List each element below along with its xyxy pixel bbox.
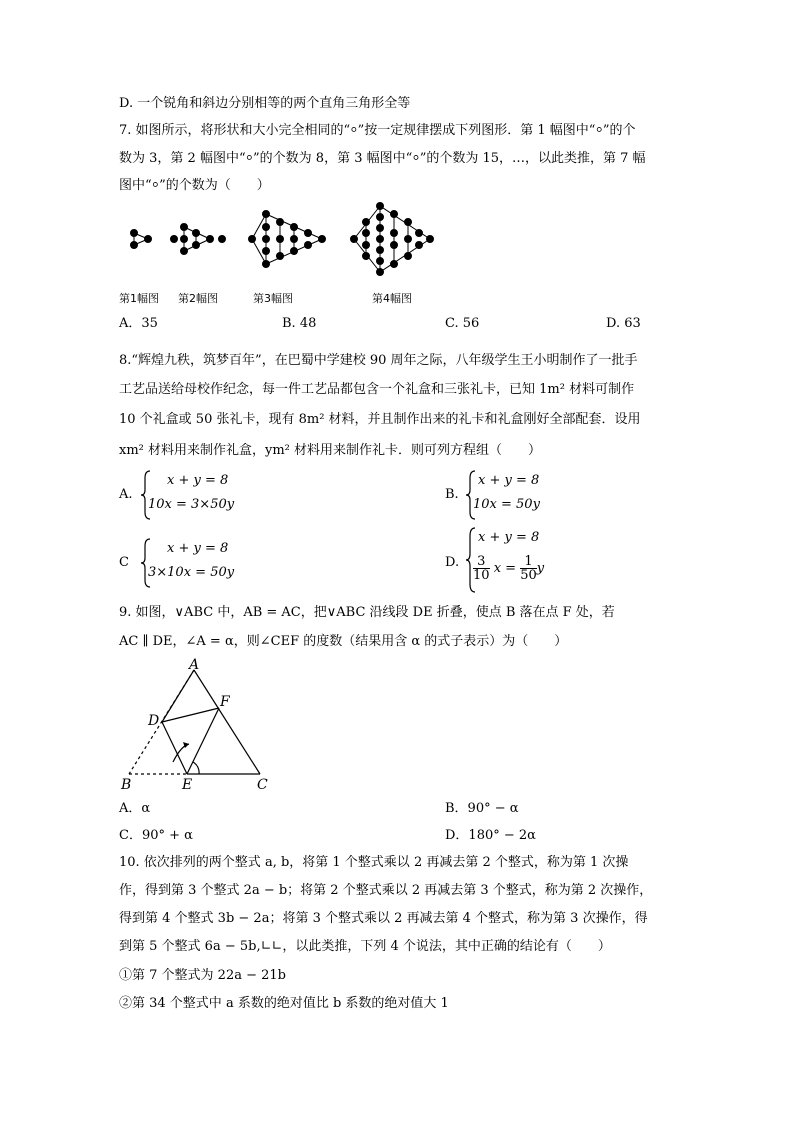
q7-option-d: D. 63 [606, 316, 641, 331]
q7-stem-line3: 图中“⸰”的个数为（ ） [119, 178, 270, 193]
q8-option-c-system: x + y = 8 3×10x = 50y [141, 538, 261, 588]
pattern-3 [249, 211, 326, 268]
q10-item-2: ②第 34 个整式中 a 系数的绝对值比 b 系数的绝对值大 1 [119, 996, 449, 1011]
q7-stem-line1: 7. 如图所示，将形状和大小完全相同的“⸰”按一定规律摆成下列图形．第 1 幅图中“⸰”的个 [119, 123, 636, 138]
brace-icon [466, 470, 476, 520]
q7-option-b: B. 48 [282, 316, 317, 331]
q7-caption-1: 第1幅图 [119, 292, 159, 305]
q7-caption-2: 第2幅图 [178, 292, 218, 305]
q6-option-d: D. 一个锐角和斜边分别相等的两个直角三角形全等 [119, 96, 411, 111]
q9-option-d: D．180° − 2α [445, 828, 536, 843]
q10-stem-line2: 作，得到第 3 个整式 2a − b；将第 2 个整式乘以 2 再减去第 3 个整式，称为第 2 次操作， [119, 883, 653, 898]
q9-option-a: A．α [119, 801, 151, 816]
brace-icon [141, 470, 151, 520]
q8-option-d-system: x + y = 8 $\frac{3}{10}$ x = $\frac{1}{50}$ y [466, 527, 586, 595]
q8-stem-line3: 10 个礼盒或 50 张礼卡，现有 8m² 材料，并且制作出来的礼卡和礼盒刚好全部配套．设用 [119, 412, 641, 427]
q10-stem-line3: 得到第 4 个整式 3b − 2a；将第 3 个整式乘以 2 再减去第 4 个整式，称为第 3 次操作，得 [119, 911, 648, 926]
pattern-4 [351, 203, 434, 276]
q8-option-a-system: x + y = 8 10x = 3×50y [141, 470, 261, 520]
q8-stem-line1: 8.“辉煌九秩，筑梦百年”，在巴蜀中学建校 90 周年之际，八年级学生王小明制作了一批手 [119, 353, 638, 368]
q9-option-b: B．90° − α [445, 801, 519, 816]
pattern-2 [171, 224, 226, 255]
q7-dot-pattern-figure [118, 200, 438, 285]
q8-option-b-system: x + y = 8 10x = 50y [466, 470, 586, 520]
q8-option-a-label: A. [119, 487, 133, 502]
pattern-1 [131, 230, 152, 249]
q8-stem-line4: xm² 材料用来制作礼盒，ym² 材料用来制作礼卡．则可列方程组（ ） [119, 443, 542, 458]
fraction-1-50: $\frac{1}{50}$ [520, 554, 537, 583]
q7-option-a: A．35 [119, 316, 158, 331]
q7-option-c: C. 56 [445, 316, 480, 331]
q8-option-c-label: C [119, 555, 129, 570]
brace-icon [141, 538, 151, 588]
q8-option-b-label: B. [445, 487, 459, 502]
point-label-f: F [220, 694, 230, 710]
point-label-b: B [121, 777, 132, 793]
q9-triangle-figure [115, 658, 275, 793]
q7-caption-4: 第4幅图 [372, 292, 412, 305]
fraction-3-10: $\frac{3}{10}$ [473, 554, 490, 583]
q7-caption-3: 第3幅图 [253, 292, 293, 305]
q7-stem-line2: 数为 3，第 2 幅图中“⸰”的个数为 8，第 3 幅图中“⸰”的个数为 15，…，以此类推，第 7 幅 [119, 151, 646, 166]
point-label-c: C [257, 777, 268, 793]
q9-option-c: C．90° + α [119, 828, 193, 843]
q10-stem-line1: 10. 依次排列的两个整式 a, b，将第 1 个整式乘以 2 再减去第 2 个整式，称为第 1 次操 [119, 855, 629, 870]
q9-stem-line2: AC ∥ DE，∠A = α，则∠CEF 的度数（结果用含 α 的式子表示）为（ ） [119, 634, 568, 649]
point-label-e: E [182, 777, 193, 793]
point-label-d: D [148, 713, 160, 729]
q10-stem-line4: 到第 5 个整式 6a − 5b,∟∟，以此类推，下列 4 个说法，其中正确的结论有（ ） [119, 939, 611, 954]
q8-option-d-label: D. [445, 555, 460, 570]
q10-item-1: ①第 7 个整式为 22a − 21b [119, 968, 286, 983]
q8-stem-line2: 工艺品送给母校作纪念，每一件工艺品都包含一个礼盒和三张礼卡，已知 1m² 材料可制作 [119, 382, 635, 397]
point-label-a: A [189, 658, 200, 673]
q9-stem-line1: 9. 如图，∨ABC 中，AB = AC，把∨ABC 沿线段 DE 折叠，使点 B 落在点 F 处，若 [119, 605, 615, 620]
